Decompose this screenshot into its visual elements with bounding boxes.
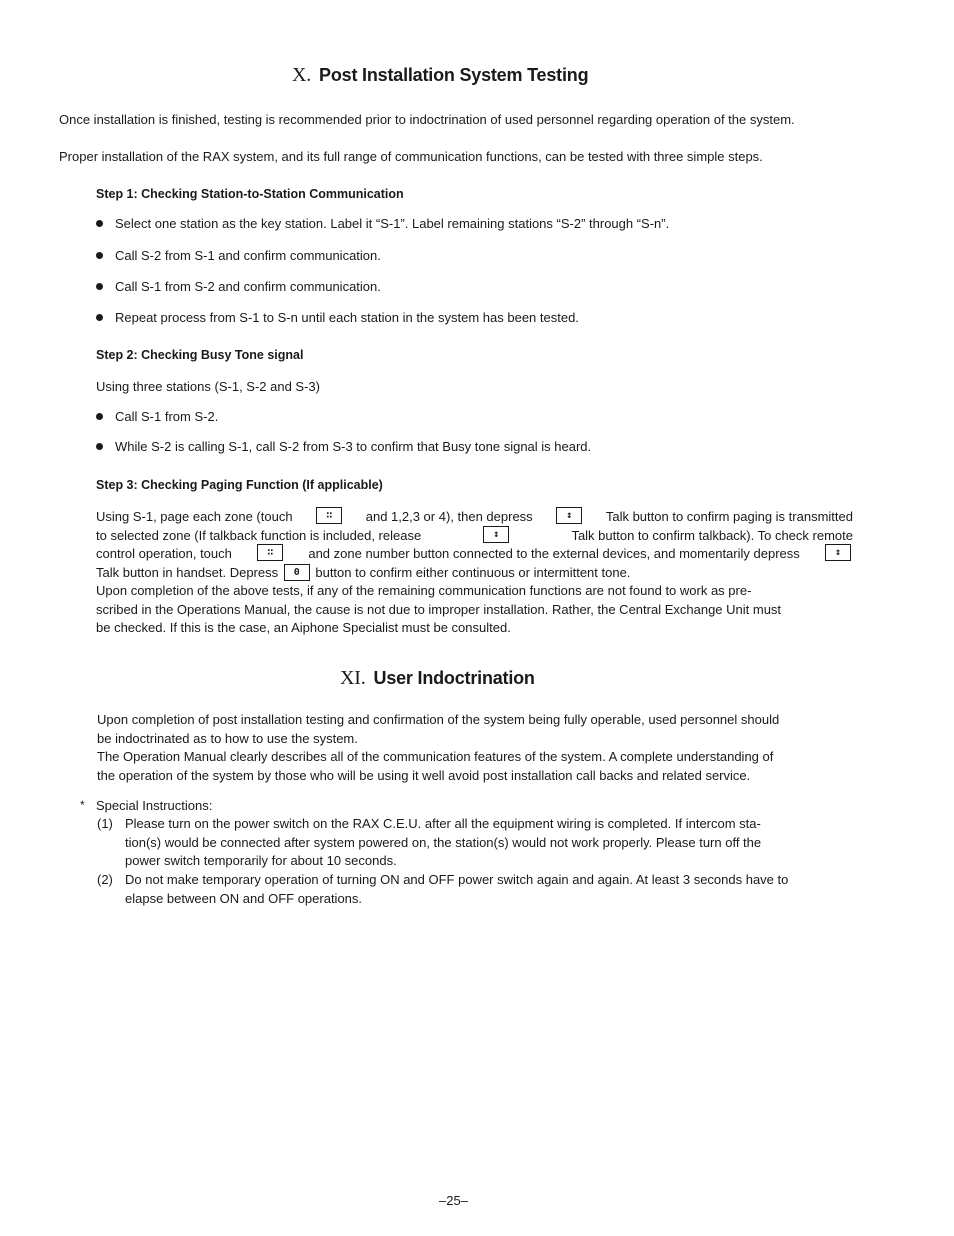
step-3-line-2: to selected zone (If talkback function is included, release ↕ Talk button to confirm talkback). To check remote [96,527,853,543]
section-x-heading [292,64,588,87]
step-3-line-5: Upon completion of the above tests, if any of the remaining communication functions are not found to work as pre- [96,583,752,598]
section-xi-heading [340,667,535,690]
zero-key-icon: 0 [284,564,310,581]
zone-key-icon: ∷ [257,544,283,561]
bullet-icon [96,413,103,420]
list-item: Repeat process from S-1 to S-n until each station in the system has been tested. [96,310,579,325]
step-3-line-6: scribed in the Operations Manual, the cause is not due to improper installation. Rather, the Central Exchange Unit must [96,601,782,617]
instruction-number-1: (1) [97,816,113,831]
step-3-line-4: Talk button in handset. Depress 0 button to confirm either continuous or intermittent tone. [96,564,631,580]
section-xi-paragraph: Upon completion of post installation testing and confirmation of the system being fully operable, used personnel should be indoctrinated as to how to use the system. The Operation Manual clearly describes all of the communication features of the system. A complete understanding of the operation of the system by those who will be using it well avoid post installation call backs and related service. [97,712,780,783]
special-instructions-title: Special Instructions: [96,798,213,813]
zone-key-icon: ∷ [316,507,342,524]
step-2-title: Step 2: Checking Busy Tone signal [96,348,304,362]
talk-key-icon: ↕ [556,507,582,524]
talk-key-icon: ↕ [483,526,509,543]
bullet-icon [96,314,103,321]
list-item: While S-2 is calling S-1, call S-2 from S-3 to confirm that Busy tone signal is heard. [96,439,591,454]
list-item: Select one station as the key station. Label it “S-1”. Label remaining stations “S-2” through “S-n”. [96,216,669,231]
list-item: Call S-1 from S-2. [96,409,218,424]
step-3-line-7: be checked. If this is the case, an Aiphone Specialist must be consulted. [96,620,511,635]
section-xi-title: User Indoctrination [373,668,535,688]
instruction-2: Do not make temporary operation of turning ON and OFF power switch again and again. At least 3 seconds have to elapse between ON and OFF operations. [125,872,789,906]
instruction-1: Please turn on the power switch on the RAX C.E.U. after all the equipment wiring is completed. If intercom sta- tion(s) would be connected after system powered on, the station(s) would not work properly. Please turn off the power switch temporarily for about 10 seconds. [125,816,762,868]
list-item: Call S-1 from S-2 and confirm communication. [96,279,381,294]
intro-paragraph-1: Once installation is finished, testing is recommended prior to indoctrination of used personnel regarding operation of the system. [59,112,795,127]
step-3-title: Step 3: Checking Paging Function (If applicable) [96,478,383,492]
instruction-number-2: (2) [97,872,113,887]
page-number: –25– [439,1193,468,1208]
section-x-title: Post Installation System Testing [319,65,589,85]
step-1-title: Step 1: Checking Station-to-Station Communication [96,187,404,201]
bullet-icon [96,220,103,227]
list-item: Call S-2 from S-1 and confirm communication. [96,248,381,263]
bullet-icon [96,443,103,450]
step-3-line-1: Using S-1, page each zone (touch ∷ and 1,2,3 or 4), then depress ↕ Talk button to confirm paging is transmitted [96,509,853,524]
bullet-icon [96,283,103,290]
talk-key-icon: ↕ [825,544,851,561]
intro-paragraph-2: Proper installation of the RAX system, and its full range of communication functions, can be tested with three simple steps. [59,149,763,164]
asterisk-mark: * [80,798,85,812]
step-2-intro: Using three stations (S-1, S-2 and S-3) [96,379,320,394]
step-3-paragraph [96,508,853,638]
step-3-line-3: control operation, touch ∷ and zone number button connected to the external devices, and momentarily depress ↕ [96,545,853,564]
bullet-icon [96,252,103,259]
section-x-numeral: X. [292,64,312,86]
section-xi-numeral: XI. [340,667,366,689]
